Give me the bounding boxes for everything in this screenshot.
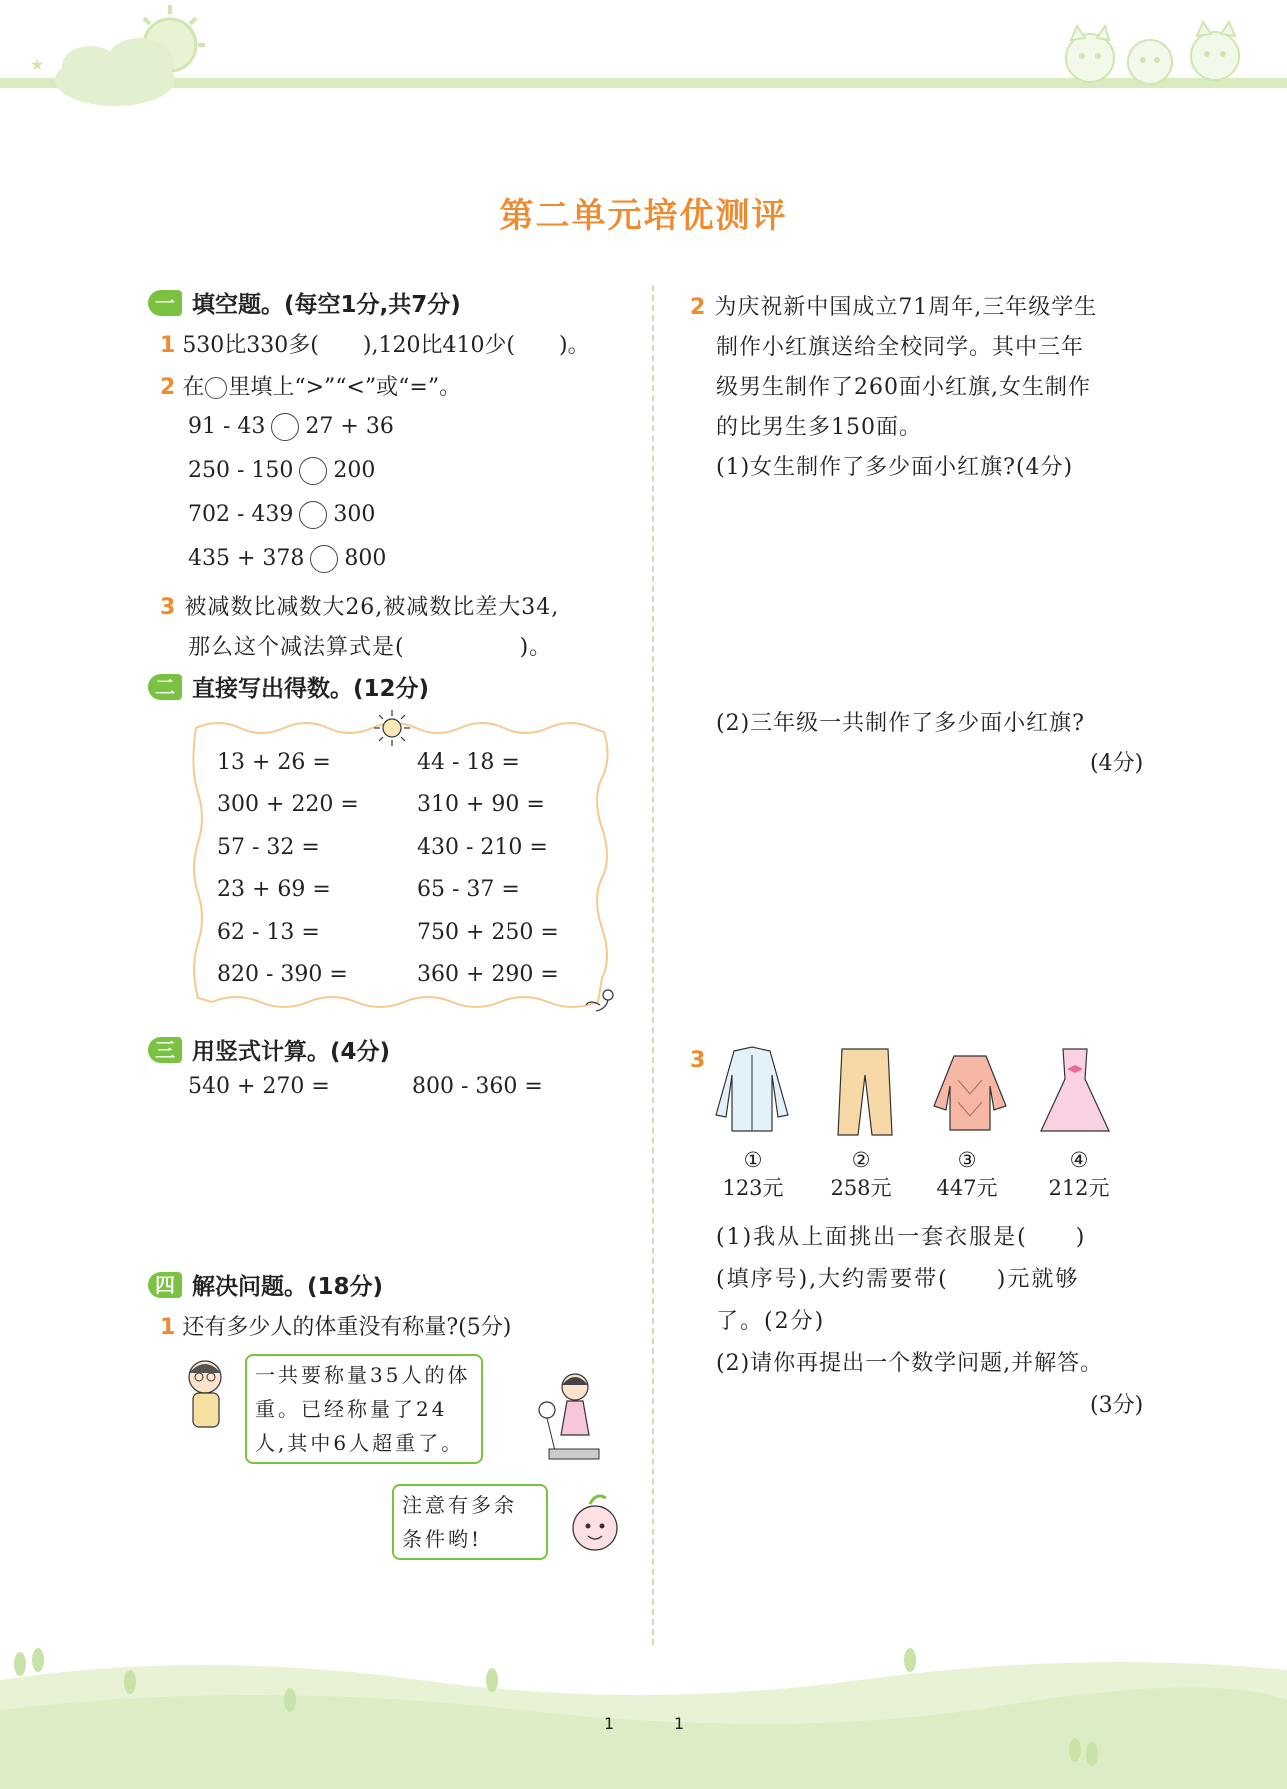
section-4-badge: 四 — [148, 1272, 182, 1298]
q4-2-text-line: 级男生制作了260面小红旗,女生制作 — [716, 375, 1091, 400]
calc-item: 62 - 13 = — [217, 920, 320, 945]
q4-1-number: 1 — [160, 1315, 176, 1340]
section-1-badge: 一 — [148, 290, 182, 316]
clothing-item-2 — [828, 1148, 894, 1202]
item-price: 447元 — [936, 1176, 998, 1200]
q4-2-sub2: (2)三年级一共制作了多少面小红旗? — [716, 711, 1085, 736]
clothing-item-3 — [934, 1148, 1000, 1202]
item-label: ③ — [957, 1148, 977, 1172]
section-2-title: 直接写出得数。(12分) — [192, 676, 430, 702]
q4-2-number: 2 — [690, 295, 707, 320]
compare-right: 200 — [333, 458, 376, 483]
calc-item: 13 + 26 = — [217, 750, 331, 775]
calc-item: 65 - 37 = — [417, 877, 520, 902]
item-price: 123元 — [722, 1176, 784, 1200]
clothing-item-4 — [1046, 1148, 1112, 1202]
bubble-line: 注意有多余 — [402, 1493, 517, 1517]
bubble-line: 人,其中6人超重了。 — [255, 1431, 465, 1455]
compare-right: 300 — [333, 502, 376, 527]
compare-row — [188, 457, 375, 485]
sweater-icon — [930, 1050, 1010, 1135]
flower-icon — [578, 985, 622, 1015]
section-3-badge: 三 — [148, 1037, 182, 1063]
item-label: ② — [851, 1148, 871, 1172]
q1-2 — [160, 370, 461, 401]
peach-mascot-icon — [560, 1490, 630, 1560]
bubble-line: 重。已经称量了24 — [255, 1397, 448, 1421]
q1-2-text-b: 里填上“>”“<”或“=”。 — [228, 375, 462, 400]
item-label: ① — [743, 1148, 763, 1172]
calc-item: 750 + 250 = — [417, 920, 559, 945]
q4-3-number: 3 — [690, 1048, 706, 1073]
q4-3-sub2-points: (3分) — [1090, 1393, 1144, 1418]
svg-text:★: ★ — [30, 55, 45, 74]
speech-bubble-hint — [392, 1484, 548, 1560]
q4-2-text-line: 制作小红旗送给全校同学。其中三年 — [716, 335, 1085, 360]
q1-1 — [160, 328, 590, 359]
cloud-sun-icon — [20, 0, 210, 110]
q4-2-text-line: 的比男生多150面。 — [716, 415, 922, 440]
item-price: 212元 — [1048, 1176, 1110, 1200]
q1-2-text-a: 在 — [182, 375, 205, 400]
q4-2-text-line: 为庆祝新中国成立71周年,三年级学生 — [714, 295, 1098, 320]
clothing-item-1 — [720, 1148, 786, 1202]
q4-3-sub1-c: 了。(2分) — [716, 1309, 826, 1334]
calc-item: 430 - 210 = — [417, 835, 548, 860]
compare-left: 250 - 150 — [188, 458, 294, 483]
calc-item: 44 - 18 = — [417, 750, 520, 775]
compare-answer-circle[interactable] — [299, 501, 327, 529]
calc-item: 360 + 290 = — [417, 962, 559, 987]
dress-icon — [1035, 1045, 1115, 1140]
section-1-header — [148, 286, 461, 319]
q4-1 — [160, 1310, 511, 1341]
teacher-icon — [175, 1355, 240, 1435]
calc-item: 23 + 69 = — [217, 877, 331, 902]
q1-3 — [160, 590, 559, 621]
pants-icon — [830, 1045, 900, 1140]
bubble-line: 一共要称量35人的体 — [255, 1363, 471, 1387]
animals-decoration-icon — [1055, 18, 1255, 88]
calc-item: 310 + 90 = — [417, 792, 545, 817]
grass-footer — [0, 1640, 1287, 1789]
section-3-header — [148, 1033, 390, 1066]
q1-1-number: 1 — [160, 333, 176, 358]
calc-item: 300 + 220 = — [217, 792, 359, 817]
q1-1-text: 530比330多( ),120比410少( )。 — [182, 333, 590, 358]
compare-circle-icon — [205, 377, 227, 399]
q4-3 — [690, 1048, 705, 1073]
q4-3-sub1-a: (1)我从上面挑出一套衣服是( ) — [716, 1225, 1087, 1250]
section-4-title: 解决问题。(18分) — [192, 1274, 384, 1300]
q4-2-sub1: (1)女生制作了多少面小红旗?(4分) — [716, 455, 1074, 480]
q1-3-number: 3 — [160, 595, 177, 620]
compare-right: 800 — [344, 546, 387, 571]
speech-bubble-teacher — [245, 1354, 483, 1464]
compare-answer-circle[interactable] — [299, 457, 327, 485]
q4-3-sub2: (2)请你再提出一个数学问题,并解答。 — [716, 1351, 1104, 1376]
compare-left: 702 - 439 — [188, 502, 294, 527]
q4-2 — [690, 290, 1097, 321]
compare-answer-circle[interactable] — [310, 545, 338, 573]
section-2-header — [148, 670, 429, 703]
girl-on-scale-icon — [535, 1365, 605, 1465]
sun-icon — [372, 708, 412, 748]
q4-3-sub1-b: (填序号),大约需要带( )元就够 — [716, 1267, 1080, 1292]
section-1-title: 填空题。(每空1分,共7分) — [192, 292, 461, 318]
item-price: 258元 — [830, 1176, 892, 1200]
calc-item: 57 - 32 = — [217, 835, 320, 860]
vertical-calc-b: 800 - 360 = — [412, 1074, 543, 1099]
compare-answer-circle[interactable] — [271, 413, 299, 441]
compare-left: 435 + 378 — [188, 546, 305, 571]
compare-row — [188, 501, 375, 529]
calc-item: 820 - 390 = — [217, 962, 348, 987]
q4-1-text: 还有多少人的体重没有称量?(5分) — [182, 1315, 512, 1340]
compare-row — [188, 413, 394, 441]
bubble-line: 条件哟! — [402, 1527, 483, 1551]
shirt-icon — [712, 1045, 792, 1135]
page-number-right: 1 — [674, 1714, 685, 1733]
compare-row — [188, 545, 386, 573]
q1-3-text-a: 被减数比减数大26,被减数比差大34, — [184, 595, 560, 620]
compare-right: 27 + 36 — [305, 414, 394, 439]
page-number-left: 1 — [604, 1714, 615, 1733]
column-divider — [652, 285, 654, 1645]
compare-left: 91 - 43 — [188, 414, 266, 439]
q4-2-sub2-points: (4分) — [1090, 751, 1144, 776]
q1-3-text-b: 那么这个减法算式是( )。 — [188, 635, 553, 660]
section-2-badge: 二 — [148, 674, 182, 700]
vertical-calc-a: 540 + 270 = — [188, 1074, 330, 1099]
item-label: ④ — [1069, 1148, 1089, 1172]
page-title: 第二单元培优测评 — [499, 196, 788, 236]
section-3-title: 用竖式计算。(4分) — [192, 1039, 391, 1065]
section-4-header — [148, 1268, 383, 1301]
q1-2-number: 2 — [160, 375, 176, 400]
